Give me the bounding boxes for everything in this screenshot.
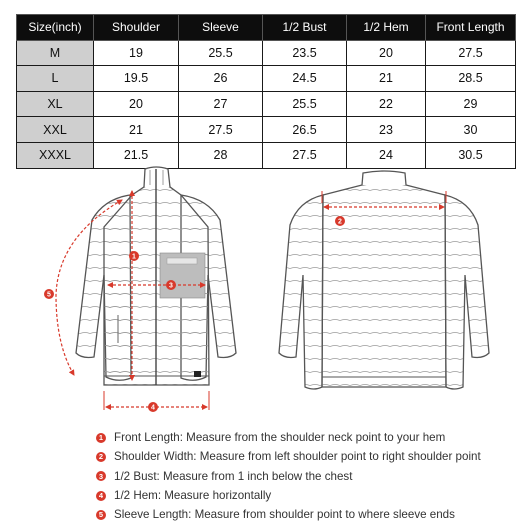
legend-item bbox=[96, 486, 481, 505]
header-half-bust: 1/2 Bust bbox=[263, 15, 347, 41]
size-chart-header-row bbox=[17, 15, 516, 41]
table-row bbox=[17, 117, 516, 143]
legend-text: Sleeve Length: Measure from shoulder point to where sleeve ends bbox=[114, 508, 455, 522]
table-cell: 27.5 bbox=[179, 117, 263, 143]
legend-item bbox=[96, 505, 481, 524]
table-cell: 26 bbox=[179, 66, 263, 92]
legend-text: Shoulder Width: Measure from left shoulder point to right shoulder point bbox=[114, 450, 481, 464]
svg-text:5: 5 bbox=[47, 291, 51, 299]
table-cell: 28 bbox=[179, 142, 263, 168]
legend-item bbox=[96, 467, 481, 486]
table-cell: 20 bbox=[94, 91, 179, 117]
size-label: XXXL bbox=[17, 142, 94, 168]
size-label: XL bbox=[17, 91, 94, 117]
size-label: XXL bbox=[17, 117, 94, 143]
table-cell: 19 bbox=[94, 40, 179, 66]
table-cell: 27 bbox=[179, 91, 263, 117]
table-cell: 26.5 bbox=[263, 117, 347, 143]
number-badge-icon: 1 bbox=[96, 433, 106, 443]
marker-4 bbox=[148, 402, 158, 412]
table-cell: 23 bbox=[347, 117, 426, 143]
jacket-front-view bbox=[56, 167, 236, 410]
size-label: M bbox=[17, 40, 94, 66]
table-cell: 30 bbox=[426, 117, 516, 143]
jacket-measurement-illustration bbox=[0, 165, 530, 420]
svg-text:4: 4 bbox=[151, 404, 155, 412]
jacket-back-view bbox=[279, 171, 489, 389]
legend-text: Front Length: Measure from the shoulder neck point to your hem bbox=[114, 431, 446, 445]
table-cell: 25.5 bbox=[263, 91, 347, 117]
number-badge-icon: 3 bbox=[96, 471, 106, 481]
table-cell: 19.5 bbox=[94, 66, 179, 92]
table-cell: 27.5 bbox=[263, 142, 347, 168]
marker-1 bbox=[129, 251, 139, 261]
legend-item bbox=[96, 447, 481, 466]
svg-text:3: 3 bbox=[169, 282, 173, 290]
svg-text:1: 1 bbox=[132, 253, 136, 261]
number-badge-icon: 2 bbox=[96, 452, 106, 462]
marker-3 bbox=[166, 280, 176, 290]
svg-text:2: 2 bbox=[338, 218, 342, 226]
table-cell: 28.5 bbox=[426, 66, 516, 92]
marker-5 bbox=[44, 289, 54, 299]
table-cell: 25.5 bbox=[179, 40, 263, 66]
number-badge-icon: 4 bbox=[96, 491, 106, 501]
table-cell: 21 bbox=[347, 66, 426, 92]
table-cell: 24 bbox=[347, 142, 426, 168]
legend-text: 1/2 Hem: Measure horizontally bbox=[114, 489, 272, 503]
table-cell: 27.5 bbox=[426, 40, 516, 66]
marker-2 bbox=[335, 216, 345, 226]
table-row bbox=[17, 40, 516, 66]
header-front-length: Front Length bbox=[426, 15, 516, 41]
table-cell: 24.5 bbox=[263, 66, 347, 92]
legend-item bbox=[96, 428, 481, 447]
table-row bbox=[17, 66, 516, 92]
table-cell: 30.5 bbox=[426, 142, 516, 168]
size-chart-table bbox=[16, 14, 516, 169]
table-cell: 23.5 bbox=[263, 40, 347, 66]
table-cell: 21 bbox=[94, 117, 179, 143]
table-cell: 20 bbox=[347, 40, 426, 66]
size-label: L bbox=[17, 66, 94, 92]
header-shoulder: Shoulder bbox=[94, 15, 179, 41]
header-sleeve: Sleeve bbox=[179, 15, 263, 41]
measurement-legend bbox=[96, 428, 481, 524]
header-size: Size(inch) bbox=[17, 15, 94, 41]
table-row bbox=[17, 91, 516, 117]
legend-text: 1/2 Bust: Measure from 1 inch below the chest bbox=[114, 469, 353, 483]
table-cell: 22 bbox=[347, 91, 426, 117]
table-cell: 29 bbox=[426, 91, 516, 117]
number-badge-icon: 5 bbox=[96, 510, 106, 520]
header-half-hem: 1/2 Hem bbox=[347, 15, 426, 41]
table-cell: 21.5 bbox=[94, 142, 179, 168]
